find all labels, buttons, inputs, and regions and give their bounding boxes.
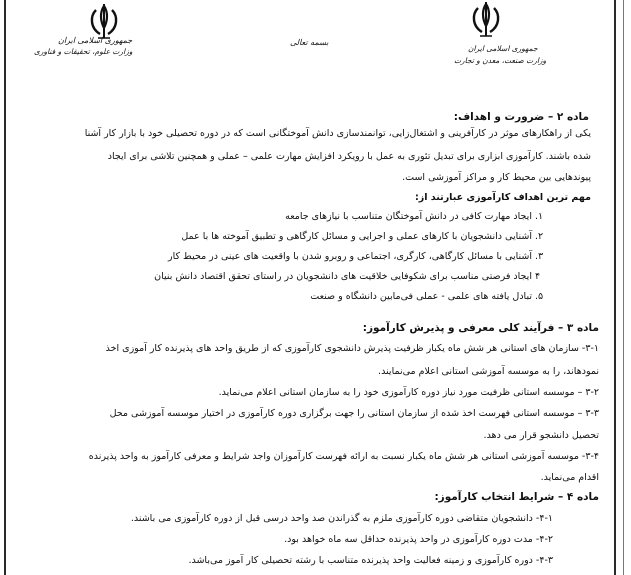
goal-number: ۱. [535,211,544,222]
center-note: بسمه تعالی [290,38,329,47]
section-2-paragraph-line-1: یکی از راهکارهای موثر در کارآفرینی و اشتغال‌زایی، توانمندسازی دانش آموختگانی است که در دوره تحصیلی خود با بازار کار آشنا [84,128,591,139]
section-3-heading: ماده ۳ – فرآیند کلی معرفی و پذیرش کارآموز: [362,322,599,334]
clause-3-1-line-2: نمودهاند، را به موسسه آموزشی استانی اعلام می‌نمایند. [378,366,599,377]
goal-item [181,231,553,242]
section-2-heading: ماده ۲ – ضرورت و اهداف: [453,111,589,123]
scan-edge-right [614,0,616,575]
section-2-paragraph-line-3: پیوندهایی بین محیط کار و مراکز آموزشی است. [402,172,591,183]
clause-4-2: ۴-۲- مدت دوره کارآموزی در واحد پذیرنده حداقل سه ماه خواهد بود. [284,534,553,545]
goal-text: ایجاد فرصتی مناسب برای شکوفایی خلاقیت های دانشجویان در راستای تحقق اقتصاد دانش بنیان [154,271,532,282]
right-caption-2: وزارت صنعت، معدن و تجارت [454,56,547,65]
left-caption-2: وزارت علوم، تحقیقات و فناوری [34,47,133,56]
goal-text: آشنایی با مسائل کارگاهی، کارگری، اجتماعی و روبرو شدن با واقعیت های عینی در محیط کار [168,251,532,262]
iran-emblem-icon [468,0,504,40]
section-2-paragraph-line-2: شده باشند. کارآموزی ابزاری برای تبدیل تئوری به عمل با رویکرد افزایش مهارت علمی – عملی و همچنین تلاشی برای ایجاد [107,151,591,162]
goal-item [285,211,553,222]
goal-text: تبادل یافته های علمی - عملی فی‌مابین دانشگاه و صنعت [310,291,532,302]
clause-3-1-line-1: ۳-۱- سازمان های استانی هر شش ماه یکبار ظرفیت پذیرش دانشجوی کارآموزی که از طریق واحد های پذیرنده کار آموزی اخذ [105,343,599,354]
goal-item [154,271,553,282]
goal-text: ایجاد مهارت کافی در دانش آموختگان متناسب با نیازهای جامعه [285,211,532,222]
clause-3-3-line-1: ۳-۳ – موسسه استانی فهرست اخذ شده از سازمان استانی را جهت برگزاری دوره کارآموزی در اختیار موسسه آموزشی محل [109,408,599,419]
goal-item [310,291,553,302]
scan-edge-left [4,0,6,575]
clause-4-1: ۴-۱- دانشجویان متقاضی دوره کارآموزی ملزم به گذراندن صد واحد درسی قبل از دوره کارآموزی می باشند. [130,513,553,524]
scan-edge-right-thin [623,0,624,575]
goal-text: آشنایی دانشجویان با کارهای عملی و اجرایی و مسائل کارگاهی و تطبیق آموخته ها با عمل [181,231,532,242]
left-caption-1: جمهوری اسلامی ایران [58,36,133,45]
clause-3-3-line-2: تحصیل دانشجو قرار می دهد. [483,430,599,441]
clause-3-2: ۳-۲ – موسسه استانی ظرفیت مورد نیاز دوره کارآموزی خود را به سازمان استانی اعلام می‌نماید. [218,387,599,398]
goal-number: ۵. [535,291,544,302]
goals-title: مهم ترین اهداف کارآموزی عبارتند از: [414,192,591,203]
clause-3-4-line-2: اقدام می‌نماید. [540,472,599,483]
goal-number: ۲. [535,231,544,242]
right-caption-1: جمهوری اسلامی ایران [468,44,538,53]
clause-3-4-line-1: ۳-۴- موسسه آموزشی استانی هر شش ماه یکبار نسبت به ارائه فهرست کارآموزان واجد شرایط و معرفی کارآموز به واحد پذیرنده [88,451,599,462]
clause-4-3: ۴-۳- دوره کارآموزی و زمینه فعالیت واحد پذیرنده متناسب با رشته تحصیلی کار آموز می‌باشد. [188,555,553,566]
section-4-heading: ماده ۴ – شرایط انتخاب کارآموز: [434,491,599,503]
goal-number: ۳. [535,251,544,262]
goal-number: ۴ [535,271,541,282]
goal-item [168,251,553,262]
